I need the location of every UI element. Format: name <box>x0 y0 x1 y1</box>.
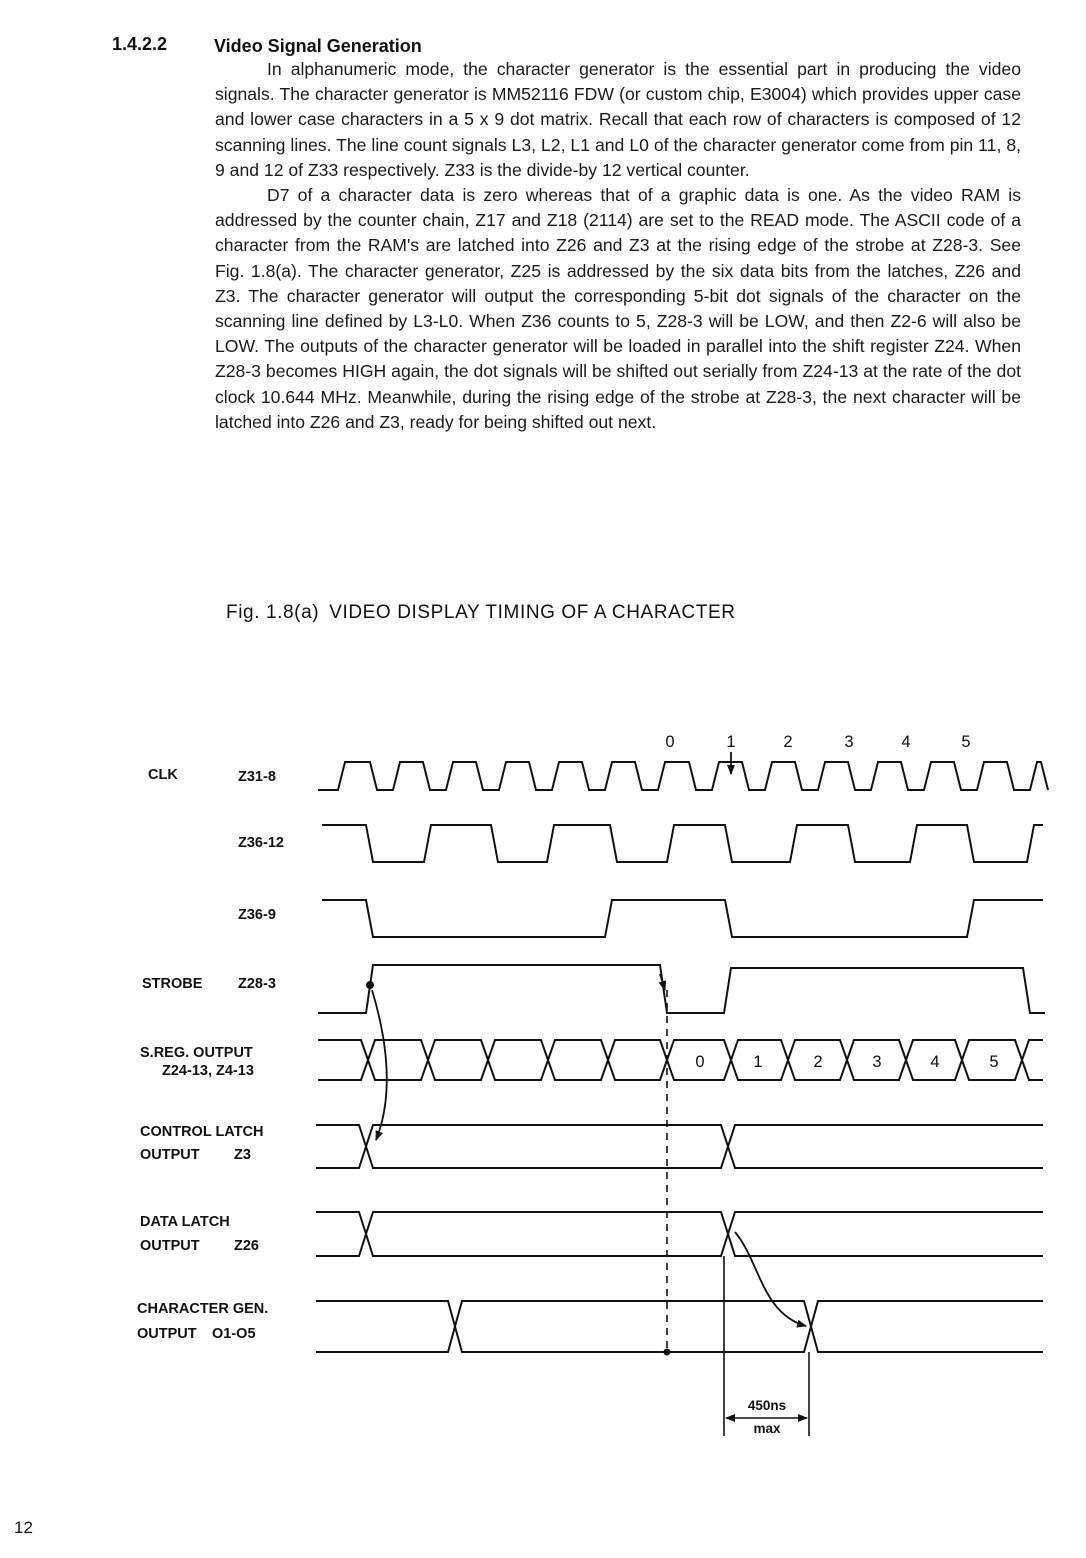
chargen-waveform <box>316 1301 1043 1352</box>
section-title: Video Signal Generation <box>214 36 422 56</box>
count-label: 0 <box>665 733 675 751</box>
count-label: 5 <box>961 733 971 751</box>
z36-9-waveform <box>322 900 1043 937</box>
data-name2-label: OUTPUT <box>140 1238 200 1254</box>
paragraph: In alphanumeric mode, the character generator is the essential part in producing the video signals. The character generator is MM52116 FDW (or custom chip, E3004) which provides upper case and lower case characters in a 5 x 9 dot matrix. Recall that each row of characters is composed of 12 scanning lines. The line count signals L3, L2, L1 and L0 of the character generator come from pin 11, 8, 9 and 12 of Z33 respectively. Z33 is the divide-by 12 vertical counter. <box>215 59 1021 180</box>
clk-waveform <box>318 762 1048 790</box>
clk-pin-label: Z31-8 <box>238 769 276 785</box>
sreg-name-label: S.REG. OUTPUT <box>140 1045 253 1061</box>
count-label: 1 <box>726 733 736 751</box>
z36-12-pin-label: Z36-12 <box>238 835 284 851</box>
strobe-to-sreg-arrow <box>372 990 387 1140</box>
delay-value-label: 450ns <box>747 1398 787 1413</box>
z36-9-pin-label: Z36-9 <box>238 907 276 923</box>
control-name2-label: OUTPUT <box>140 1147 200 1163</box>
data-to-chargen-arrow <box>735 1232 806 1326</box>
chargen-name2-label: OUTPUT <box>137 1326 197 1342</box>
strobe-waveform <box>318 965 1045 1013</box>
sreg-pin-label: Z24-13, Z4-13 <box>162 1063 254 1079</box>
sreg-bit-label: 2 <box>813 1053 823 1071</box>
control-name-label: CONTROL LATCH <box>140 1124 264 1140</box>
delay-qualifier-label: max <box>753 1421 781 1436</box>
chargen-pin-label: O1-O5 <box>212 1326 256 1342</box>
count-label: 3 <box>844 733 854 751</box>
chargen-name-label: CHARACTER GEN. <box>137 1301 269 1317</box>
figure-title: VIDEO DISPLAY TIMING OF A CHARACTER <box>329 602 736 623</box>
data-latch-waveform <box>316 1212 1043 1256</box>
paragraph: D7 of a character data is zero whereas that of a graphic data is one. As the video RAM is addressed by the counter chain, Z17 and Z18 (2114) are set to the READ mode. The ASCII code of a character from the RAM's are latched into Z26 and Z3 at the rising edge of the strobe at Z28-3. See Fig. 1.8(a). The character generator, Z25 is addressed by the six data bits from the latches, Z26 and Z3. The character generator will output the corresponding 5-bit dot signals of the character on the scanning line defined by L3-L0. When Z36 counts to 5, Z28-3 will be LOW, and then Z2-6 will also be LOW. The outputs of the character generator will be loaded in parallel into the shift register Z24. When Z28-3 becomes HIGH again, the dot signals will be shifted out serially from Z24-13 at the rate of the dot clock 10.644 MHz. Meanwhile, during the rising edge of the strobe at Z28-3, the next character will be latched into Z26 and Z3, ready for being shifted out next. <box>215 185 1021 432</box>
sreg-bit-label: 0 <box>695 1053 705 1071</box>
z36-12-waveform <box>322 825 1043 862</box>
measure-arrow-left-head <box>725 1414 735 1422</box>
control-pin-label: Z3 <box>234 1147 251 1163</box>
clk-name-label: CLK <box>148 767 178 783</box>
figure-number: Fig. 1.8(a) <box>226 602 320 623</box>
control-latch-waveform <box>316 1125 1043 1168</box>
page-number: 12 <box>14 1518 33 1537</box>
strobe-edge-dot <box>366 981 374 989</box>
strobe-name-label: STROBE <box>142 976 203 992</box>
sreg-bit-label: 3 <box>872 1053 882 1071</box>
section-number: 1.4.2.2 <box>112 34 168 54</box>
sreg-bit-label: 4 <box>930 1053 940 1071</box>
data-pin-label: Z26 <box>234 1238 259 1254</box>
strobe-pin-label: Z28-3 <box>238 976 276 992</box>
count-label: 4 <box>901 733 911 751</box>
data-name-label: DATA LATCH <box>140 1214 230 1230</box>
count-label: 2 <box>783 733 793 751</box>
sreg-bit-label: 5 <box>989 1053 999 1071</box>
sreg-bit-label: 1 <box>753 1053 763 1071</box>
